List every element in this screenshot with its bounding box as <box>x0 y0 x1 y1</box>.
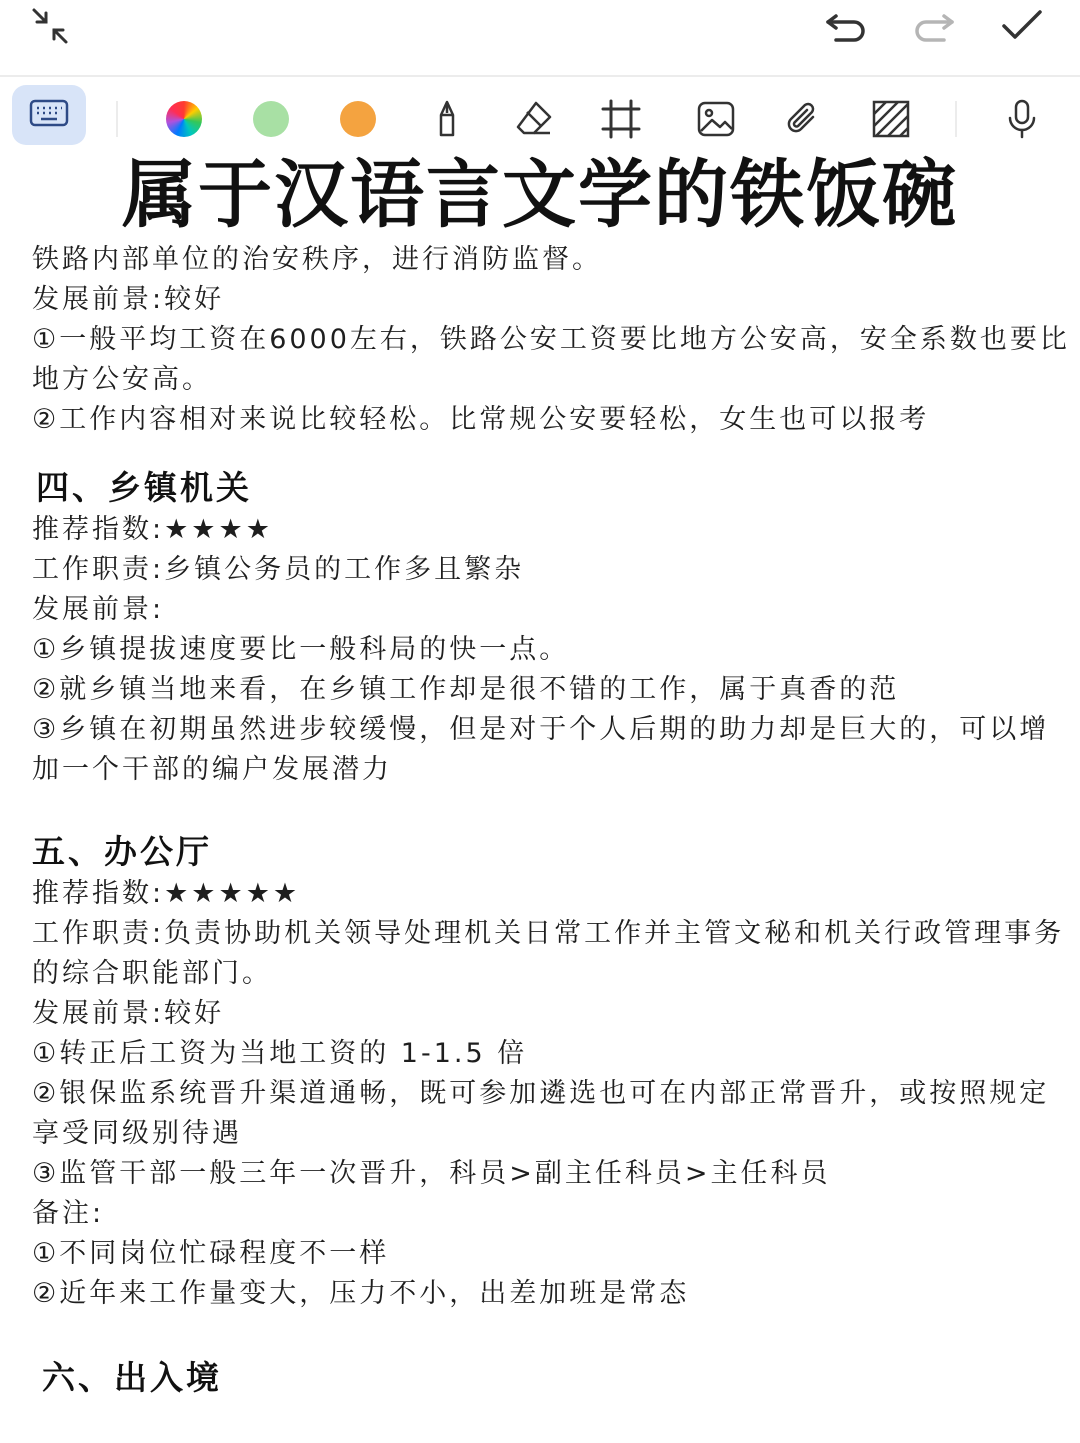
text-line: 备注: <box>32 1198 105 1229</box>
crop-icon <box>601 99 641 139</box>
text-line: 地方公安高。 <box>32 364 212 395</box>
text-line: 铁路内部单位的治安秩序，进行消防监督。 <box>32 244 602 275</box>
section-five-body <box>32 874 1064 1314</box>
text-line: ①乡镇提拔速度要比一般科局的快一点。 <box>32 634 570 665</box>
color-wheel-icon <box>166 101 202 137</box>
section-heading: 四、乡镇机关 <box>36 468 252 507</box>
text-line: ③监管干部一般三年一次晋升，科员>副主任科员>主任科员 <box>32 1158 831 1189</box>
green-color-icon <box>253 101 289 137</box>
undo-icon[interactable] <box>822 6 870 46</box>
keyboard-icon <box>29 98 69 132</box>
text-line: ①不同岗位忙碌程度不一样 <box>32 1238 390 1269</box>
orange-color-icon <box>340 101 376 137</box>
text-line: ③乡镇在初期虽然进步较缓慢，但是对于个人后期的助力却是巨大的，可以增 <box>32 714 1050 745</box>
text-line: 发展前景:较好 <box>32 284 225 315</box>
redo-icon[interactable] <box>910 6 958 46</box>
text-line: ②银保监系统晋升渠道通畅，既可参加遴选也可在内部正常晋升，或按照规定 <box>32 1078 1050 1109</box>
microphone-icon <box>1005 98 1039 140</box>
eraser-icon <box>514 99 554 139</box>
check-icon[interactable] <box>998 6 1046 46</box>
text-line: 的综合职能部门。 <box>32 958 272 989</box>
texture-icon <box>871 99 911 139</box>
pen-icon <box>432 99 462 139</box>
document-title: 属于汉语言文学的铁饭碗 <box>122 152 958 238</box>
text-line: ①转正后工资为当地工资的 1-1.5 倍 <box>32 1038 528 1069</box>
text-line: 发展前景: <box>32 594 165 625</box>
text-line: ①一般平均工资在6000左右，铁路公安工资要比地方公安高，安全系数也要比 <box>32 324 1070 355</box>
intro-block <box>32 240 1070 440</box>
text-line: 发展前景:较好 <box>32 998 225 1029</box>
section-heading: 六、出入境 <box>42 1358 222 1397</box>
text-line: 工作职责:乡镇公务员的工作多且繁杂 <box>32 554 525 585</box>
section-heading: 五、办公厅 <box>32 832 212 871</box>
collapse-icon[interactable] <box>26 6 74 46</box>
toolbar-divider <box>116 101 118 137</box>
section-four-body <box>32 510 1049 790</box>
top-bar <box>0 0 1080 77</box>
toolbar-divider <box>955 101 957 137</box>
image-icon <box>696 99 736 139</box>
text-line: 推荐指数:★★★★ <box>32 514 273 545</box>
text-line: ②工作内容相对来说比较轻松。比常规公安要轻松，女生也可以报考 <box>32 404 930 435</box>
text-line: 加一个干部的编户发展潜力 <box>32 754 392 785</box>
text-line: 推荐指数:★★★★★ <box>32 878 301 909</box>
text-line: 享受同级别待遇 <box>32 1118 242 1149</box>
attachment-icon <box>783 99 823 139</box>
text-line: ②近年来工作量变大，压力不小，出差加班是常态 <box>32 1278 690 1309</box>
text-line: ②就乡镇当地来看，在乡镇工作却是很不错的工作，属于真香的范 <box>32 674 900 705</box>
text-line: 工作职责:负责协助机关领导处理机关日常工作并主管文秘和机关行政管理事务 <box>32 918 1065 949</box>
